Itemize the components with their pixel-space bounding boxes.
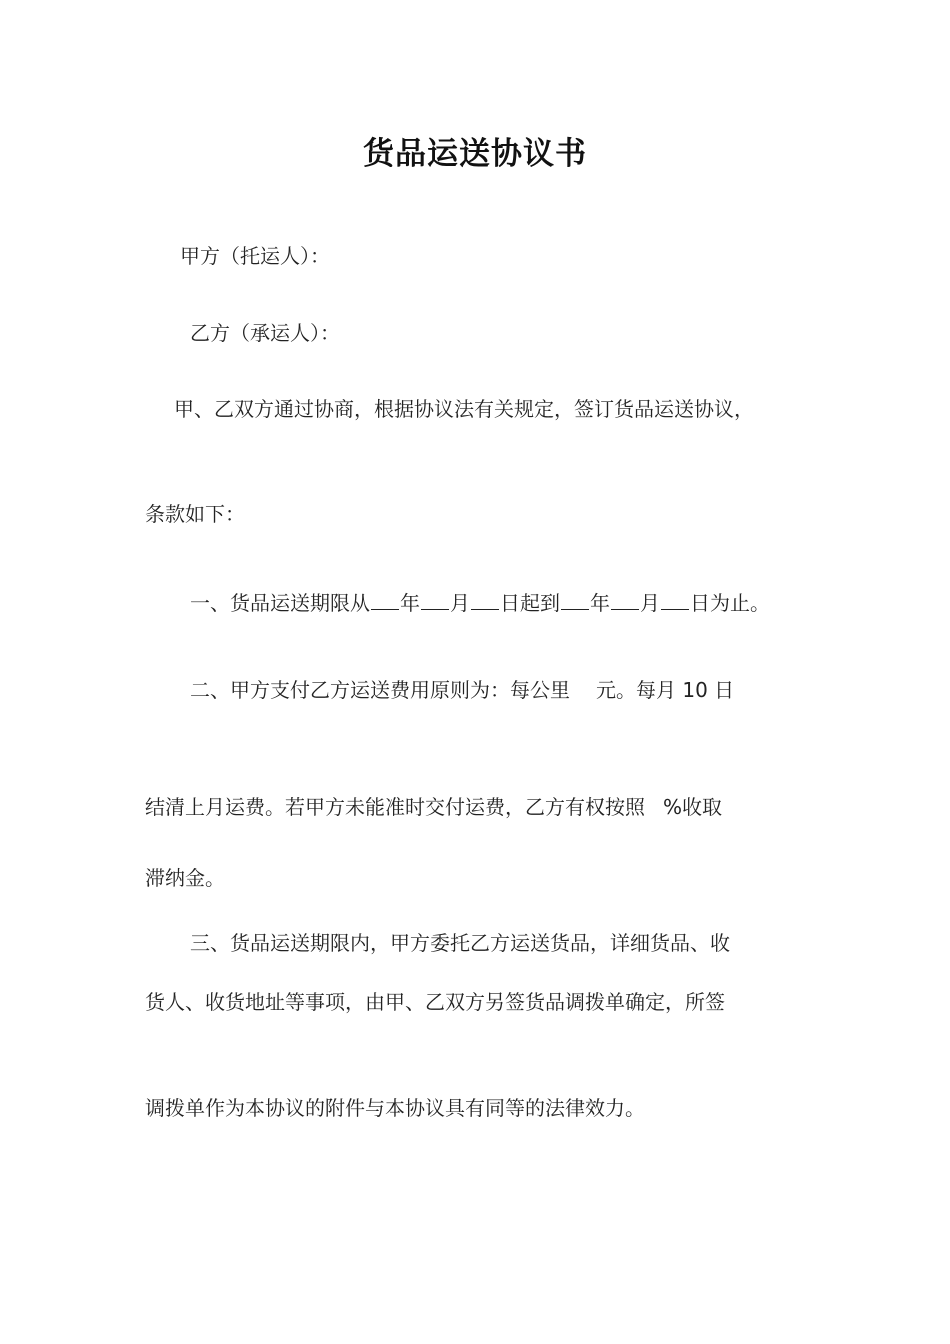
fill-blank [561,589,589,610]
intro-line-2: 条款如下： [145,502,245,526]
clause-1-text: 年 [590,591,610,615]
fill-blank [421,589,449,610]
clause-3-line-3: 调拨单作为本协议的附件与本协议具有同等的法律效力。 [145,1096,645,1120]
clause-1-line [190,589,770,617]
party-a-line: 甲方（托运人）： [180,244,330,268]
document-title: 货品运送协议书 [363,136,587,172]
clause-2-text: 结清上月运费。若甲方未能准时交付运费，乙方有权按照 [145,795,645,819]
clause-1-text: 日起到 [500,591,560,615]
intro-line-1: 甲、乙双方通过协商，根据协议法有关规定，签订货品运送协议， [174,397,754,421]
clause-2-line-2 [145,793,722,821]
clause-3-line-1: 三、货品运送期限内，甲方委托乙方运送货品，详细货品、收 [190,931,730,955]
clause-1-text: 日为止。 [690,591,770,615]
clause-2-text: 二、甲方支付乙方运送费用原则为：每公里 [190,678,570,702]
clause-2-text: 日 [714,678,735,702]
clause-1-text: 月 [450,591,470,615]
clause-3-line-2: 货人、收货地址等事项，由甲、乙双方另签货品调拨单确定，所签 [145,990,725,1014]
clause-1-text: 一、货品运送期限从 [190,591,370,615]
clause-2-text: %收取 [663,795,723,819]
clause-2-line-3: 滞纳金。 [145,866,225,890]
fill-blank [471,589,499,610]
fill-blank [371,589,399,610]
fill-blank [611,589,639,610]
clause-2-text: 元。每月 [596,678,676,702]
clause-2-line-1 [190,676,734,704]
clause-1-text: 月 [640,591,660,615]
fill-blank [661,589,689,610]
clause-2-number: 10 [682,678,708,702]
party-b-line: 乙方（承运人）： [190,321,340,345]
clause-1-text: 年 [400,591,420,615]
